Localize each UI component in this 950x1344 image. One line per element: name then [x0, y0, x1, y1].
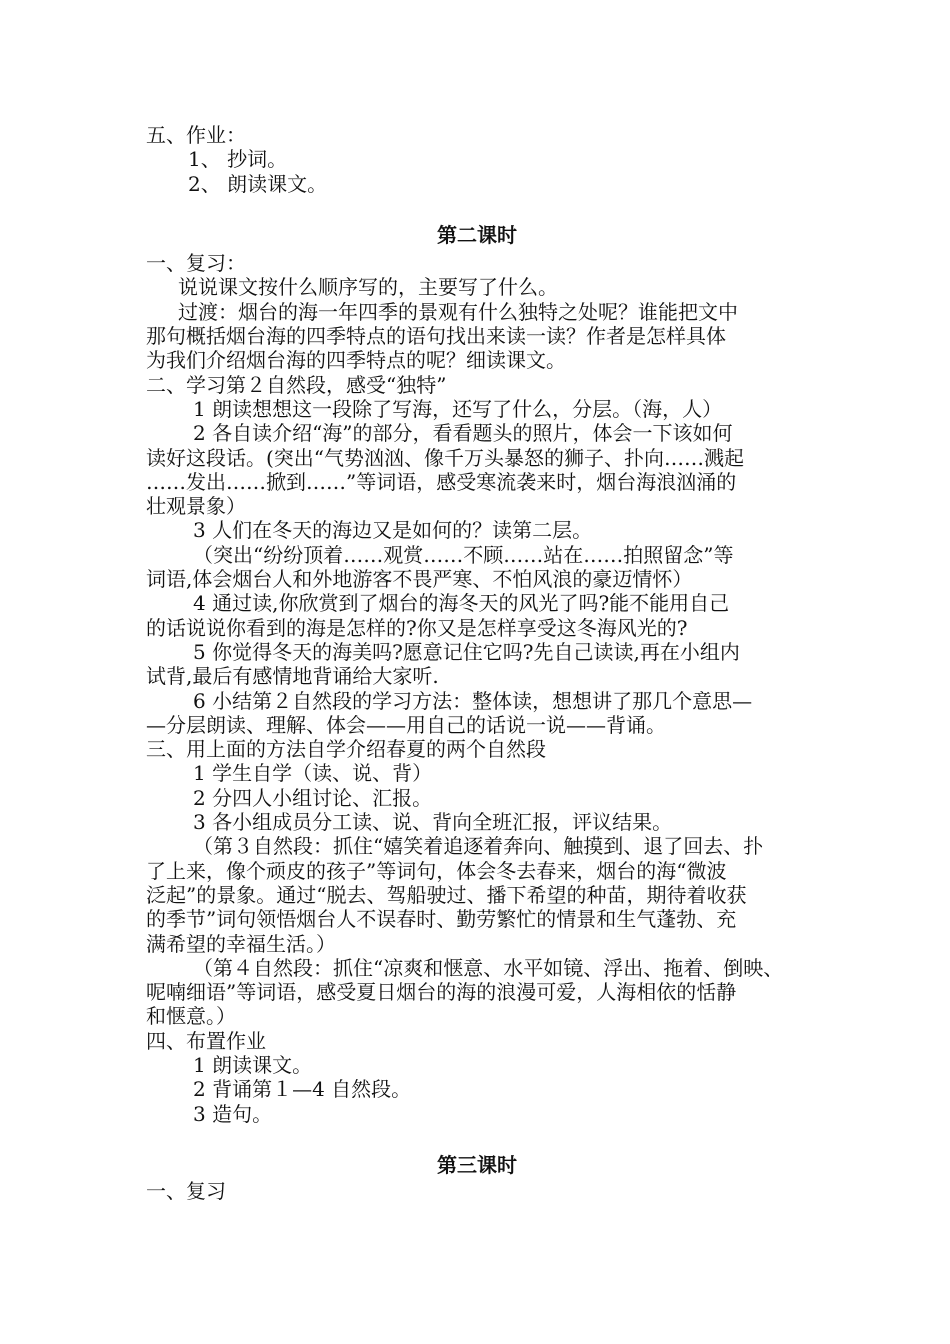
paragraph-line: 5 你觉得冬天的海美吗?愿意记住它吗?先自己读读,再在小组内	[193, 639, 740, 664]
study-section-title: 二、学习第２自然段，感受“独特”	[146, 372, 447, 397]
paragraph-line: （突出“纷纷顶着……观赏……不顾……站在……拍照留念”等	[193, 542, 734, 567]
paragraph-line: 了上来，像个顽皮的孩子”等词句，体会冬去春来，烟台的海“微波	[146, 858, 727, 883]
homework-item: 1、 抄词。	[188, 147, 288, 172]
paragraph-line: 泛起”的景象。通过“脱去、驾船驶过、播下希望的种苗，期待着收获	[146, 882, 747, 907]
homework-item: 2、 朗读课文。	[188, 171, 328, 196]
review-title: 一、复习：	[146, 251, 246, 276]
homework-section-title: 五、作业：	[146, 123, 246, 147]
paragraph-line: 的季节”词句领悟烟台人不误春时、勤劳繁忙的情景和生气蓬勃、充	[146, 907, 737, 932]
paragraph-line: 2 分四人小组讨论、汇报。	[193, 785, 433, 810]
review-title: 一、复习	[146, 1179, 226, 1204]
paragraph-line: 的话说说你看到的海是怎样的?你又是怎样享受这冬海风光的?	[146, 615, 688, 640]
homework-item: 1 朗读课文。	[193, 1052, 313, 1077]
homework-item: 3 造句。	[193, 1101, 273, 1126]
lesson-2-heading: 第二课时	[437, 222, 517, 247]
paragraph-line: 1 学生自学（读、说、背）	[193, 761, 433, 786]
paragraph-line: 4 通过读,你欣赏到了烟台的海冬天的风光了吗?能不能用自己	[193, 591, 730, 616]
paragraph-line: 词语,体会烟台人和外地游客不畏严寒、不怕风浪的豪迈情怀）	[146, 567, 693, 592]
paragraph-line: 过渡：烟台的海一年四季的景观有什么独特之处呢？谁能把文中	[178, 299, 738, 324]
homework-item: 2 背诵第１—4 自然段。	[193, 1077, 412, 1102]
paragraph-line: 3 各小组成员分工读、说、背向全班汇报，评议结果。	[193, 810, 673, 835]
paragraph-line: 1 朗读想想这一段除了写海，还写了什么，分层。（海，人）	[193, 396, 723, 421]
paragraph-line: 说说课文按什么顺序写的，主要写了什么。	[178, 275, 558, 300]
lesson-plan-text	[146, 123, 808, 1203]
paragraph-line: ……发出……掀到……”等词语，感受寒流袭来时，烟台海浪汹涌的	[146, 469, 737, 494]
paragraph-line: 6 小结第２自然段的学习方法：整体读，想想讲了那几个意思—	[193, 688, 753, 713]
paragraph-line: （第４自然段：抓住“凉爽和惬意、水平如镜、浮出、拖着、倒映、	[193, 955, 784, 980]
paragraph-line: 满希望的幸福生活。）	[146, 931, 336, 956]
lesson-3-heading: 第三课时	[437, 1152, 517, 1177]
self-study-title: 三、用上面的方法自学介绍春夏的两个自然段	[146, 737, 546, 762]
paragraph-line: 和惬意。）	[146, 1004, 236, 1029]
paragraph-line: 2 各自读介绍“海”的部分，看看题头的照片，体会一下该如何	[193, 421, 733, 446]
paragraph-line: —分层朗读、理解、体会——用自己的话说一说——背诵。	[146, 712, 666, 737]
assign-homework-title: 四、布置作业	[146, 1028, 266, 1053]
paragraph-line: 读好这段话。(突出“气势汹汹、像千万头暴怒的狮子、扑向……溅起	[146, 445, 745, 470]
paragraph-line: 呢喃细语”等词语，感受夏日烟台的海的浪漫可爱，人海相依的恬静	[146, 980, 737, 1005]
paragraph-line: 3 人们在冬天的海边又是如何的？读第二层。	[193, 518, 593, 543]
paragraph-line: 为我们介绍烟台海的四季特点的呢？细读课文。	[146, 348, 566, 373]
paragraph-line: 壮观景象）	[146, 494, 246, 519]
paragraph-line: （第３自然段：抓住“嬉笑着追逐着奔向、触摸到、退了回去、扑	[193, 834, 764, 859]
paragraph-line: 试背,最后有感情地背诵给大家听.	[146, 664, 439, 689]
paragraph-line: 那句概括烟台海的四季特点的语句找出来读一读？作者是怎样具体	[146, 324, 726, 349]
